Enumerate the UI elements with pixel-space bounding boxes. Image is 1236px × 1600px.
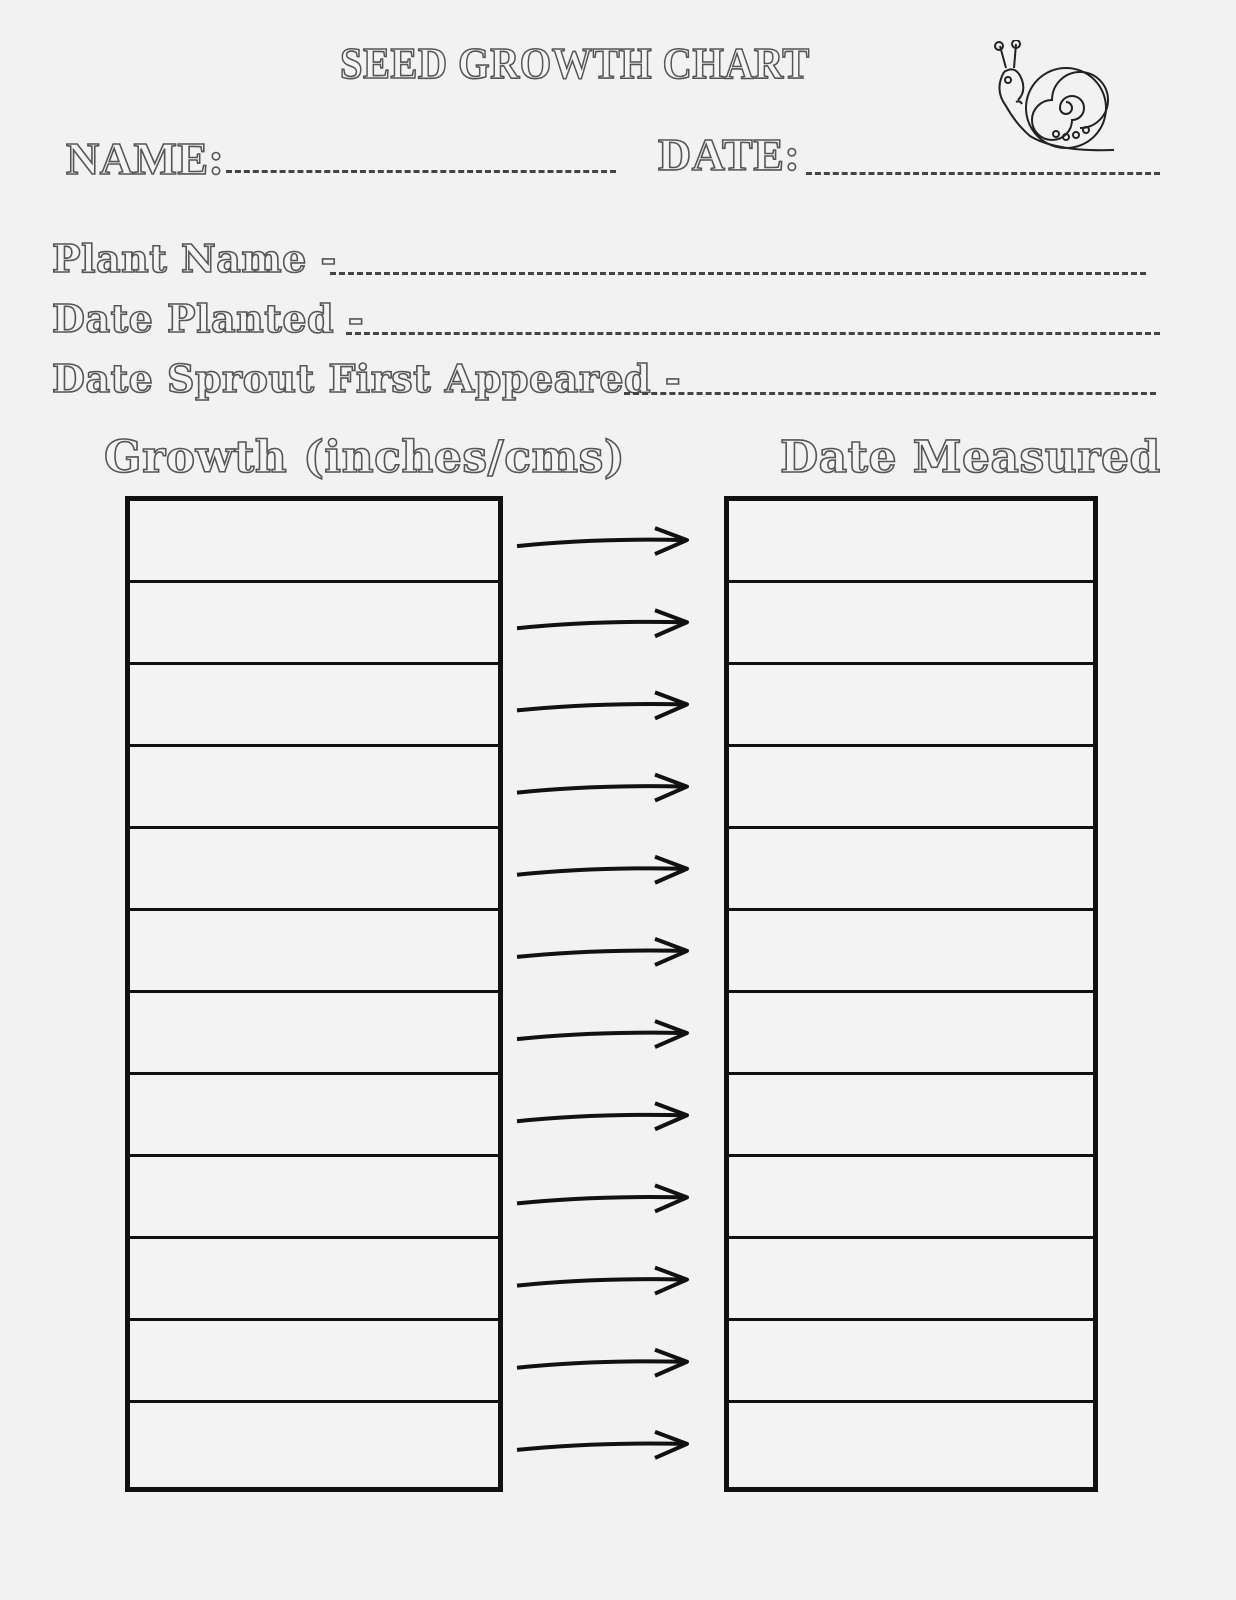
arrow-icon — [517, 1268, 687, 1294]
date-measured-cell[interactable] — [729, 583, 1093, 665]
growth-cell[interactable] — [130, 1075, 498, 1157]
date-measured-cell[interactable] — [729, 665, 1093, 747]
date-measured-cell[interactable] — [729, 1075, 1093, 1157]
growth-cell[interactable] — [130, 1321, 498, 1403]
growth-cell[interactable] — [130, 501, 498, 583]
date-measured-table — [724, 496, 1098, 1492]
arrow-icon — [517, 1350, 687, 1376]
date-sprout-field[interactable] — [624, 392, 1156, 395]
name-label: NAME: — [66, 133, 225, 184]
growth-cell[interactable] — [130, 747, 498, 829]
plant-name-label: Plant Name - — [52, 236, 337, 281]
date-field[interactable] — [806, 172, 1160, 175]
arrow-icon — [517, 610, 687, 636]
date-measured-cell[interactable] — [729, 911, 1093, 993]
snail-icon — [986, 40, 1136, 160]
date-measured-column-header: Date Measured — [780, 432, 1161, 483]
arrow-icon — [517, 857, 687, 883]
name-field[interactable] — [226, 170, 616, 173]
date-measured-cell[interactable] — [729, 829, 1093, 911]
date-sprout-label: Date Sprout First Appeared - — [52, 356, 682, 401]
arrow-icon — [517, 1103, 687, 1129]
date-planted-field[interactable] — [346, 332, 1160, 335]
date-measured-cell[interactable] — [729, 993, 1093, 1075]
growth-cell[interactable] — [130, 829, 498, 911]
growth-column-header: Growth (inches/cms) — [104, 432, 626, 483]
growth-cell[interactable] — [130, 1157, 498, 1239]
date-measured-cell[interactable] — [729, 1403, 1093, 1485]
date-measured-cell[interactable] — [729, 1157, 1093, 1239]
growth-cell[interactable] — [130, 993, 498, 1075]
page-title: SEED GROWTH CHART — [340, 39, 810, 88]
arrow-icon — [517, 1021, 687, 1047]
growth-cell[interactable] — [130, 1403, 498, 1485]
arrow-icon — [517, 1432, 687, 1458]
date-measured-cell[interactable] — [729, 747, 1093, 829]
arrow-icon — [517, 692, 687, 718]
arrow-column — [515, 496, 705, 1492]
date-planted-label: Date Planted - — [52, 296, 365, 341]
date-measured-cell[interactable] — [729, 1239, 1093, 1321]
arrow-icon — [517, 528, 687, 554]
arrow-icon — [517, 775, 687, 801]
date-label: DATE: — [658, 129, 801, 180]
growth-cell[interactable] — [130, 1239, 498, 1321]
plant-name-field[interactable] — [330, 272, 1146, 275]
arrow-icon — [517, 1185, 687, 1211]
date-measured-cell[interactable] — [729, 1321, 1093, 1403]
growth-table — [125, 496, 503, 1492]
growth-cell[interactable] — [130, 665, 498, 747]
date-measured-cell[interactable] — [729, 501, 1093, 583]
growth-cell[interactable] — [130, 911, 498, 993]
arrow-icon — [517, 939, 687, 965]
growth-cell[interactable] — [130, 583, 498, 665]
